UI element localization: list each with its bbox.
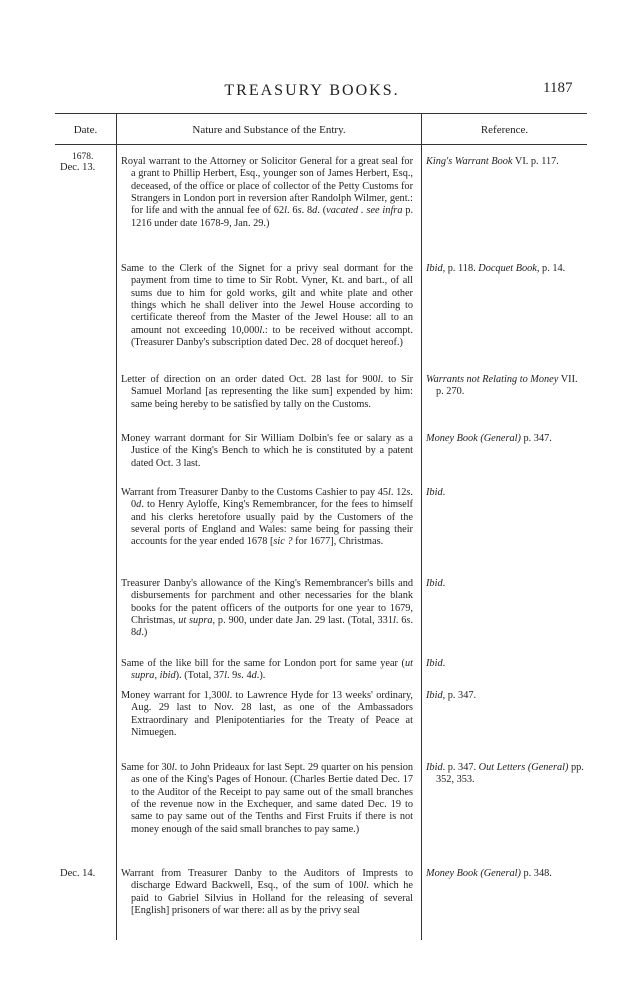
entry-reference: Money Book (General) p. 348. — [426, 868, 552, 879]
entry-nature: Same of the like bill for the same for London port for same year (ut supra, ibid). (Total, 37l. 9s. 4d.). — [121, 658, 413, 682]
date-dec-13: Dec. 13. — [60, 162, 96, 173]
entry-nature: Letter of direction on an order dated Oct. 28 last for 900l. to Sir Samuel Morland [as representing the like sum] expended by him: same being hereby to be satisfied by tally on the Customs. — [121, 374, 413, 410]
entry-reference: Ibid, p. 347. — [426, 690, 477, 701]
entry-reference: King's Warrant Book VI. p. 117. — [426, 156, 559, 167]
table-top-rule — [55, 113, 587, 114]
entry-nature: Royal warrant to the Attorney or Solicitor General for a great seal for a grant to Phillip Herbert, Esq., younger son of James Herbert, Esq., deceased, of the office or place of collector of the Petty Customs for Strangers in London port in reversion after Randolph Wilmer, gent.: for life and with the annual fee of 62l. 6s. 8d. (vacated . see infra p. 1216 under date 1678-9, Jan. 29.) — [121, 156, 414, 229]
page-number: 1187 — [543, 80, 573, 96]
reference-column-divider — [421, 114, 422, 940]
entry-reference: Ibid. — [426, 658, 446, 669]
entry-nature: Money warrant dormant for Sir William Dolbin's fee or salary as a Justice of the King's Bench to which he is constituted by a patent dated Oct. 3 last. — [121, 433, 413, 469]
entry-reference: Ibid. — [426, 578, 446, 589]
nature-column-header: Nature and Substance of the Entry. — [192, 124, 346, 136]
date-column-header: Date. — [73, 124, 98, 136]
page-header-title: TREASURY BOOKS. — [224, 82, 400, 99]
entry-reference: Ibid. — [426, 487, 446, 498]
entry-reference: Warrants not Relating to Money VII. p. 270. — [426, 374, 578, 398]
year-label: 1678. — [72, 152, 94, 162]
entry-nature: Money warrant for 1,300l. to Lawrence Hyde for 13 weeks' ordinary, Aug. 29 last to Nov. 28 last, as one of the Ambassadors Extraordinary and Plenipotentiaries for the Treaty of Peace at Nimuegen. — [121, 690, 414, 739]
entry-nature: Warrant from Treasurer Danby to the Customs Cashier to pay 45l. 12s. 0d. to Henry Ayloffe, King's Remembrancer, for the fees to himself and his clerks heretofore usually paid by the Customers of the several ports of England and Wales: same being for passing their accounts for the year ended 1678 [sic ? for 1677], Christmas. — [121, 487, 413, 548]
entry-nature: Treasurer Danby's allowance of the King's Remembrancer's bills and disbursements for parchment and other necessaries for the blank books for the patent officers of the outports for one year to 1679, Christmas, ut supra, p. 900, under date Jan. 29 last. (Total, 331l. 6s. 8d.) — [121, 578, 414, 639]
entry-nature: Warrant from Treasurer Danby to the Auditors of Imprests to discharge Edward Backwell, Esq., of the sum of 100l. which he paid to Gabriel Silvius in Holland for the releasing of several [English] prisoners of war there: all as by the privy seal — [121, 868, 413, 917]
entry-reference: Money Book (General) p. 347. — [426, 433, 552, 444]
reference-column-header: Reference. — [480, 124, 529, 136]
table-header-rule — [55, 144, 587, 145]
date-dec-14: Dec. 14. — [60, 868, 96, 879]
entry-nature: Same for 30l. to John Prideaux for last Sept. 29 quarter on his pension as one of the King's Pages of Honour. (Charles Bertie dated Dec. 17 to the Auditor of the Receipt to pay same out of the small branches of the revenue now in the Exchequer, and same dated Dec. 19 to same to pay same out of the Tenths and First Fruits if there is not money enough of the said small branches to pay same.) — [121, 762, 413, 835]
entry-reference: Ibid. p. 347. Out Letters (General) pp. 352, 353. — [426, 762, 584, 786]
entry-reference: Ibid, p. 118. Docquet Book, p. 14. — [426, 263, 566, 274]
date-column-divider — [116, 114, 117, 940]
entry-nature: Same to the Clerk of the Signet for a privy seal dormant for the payment from time to time to Sir Robt. Vyner, Kt. and bart., of all sums due to him for gold works, gilt and white plate and other things which he shall deliver into the Jewel House according to certificate thereof from the Master of the Jewel House: all to an amount not exceeding 10,000l.: to be received without accompt. (Treasurer Danby's subscription dated Dec. 28 of docquet hereof.) — [121, 263, 413, 349]
